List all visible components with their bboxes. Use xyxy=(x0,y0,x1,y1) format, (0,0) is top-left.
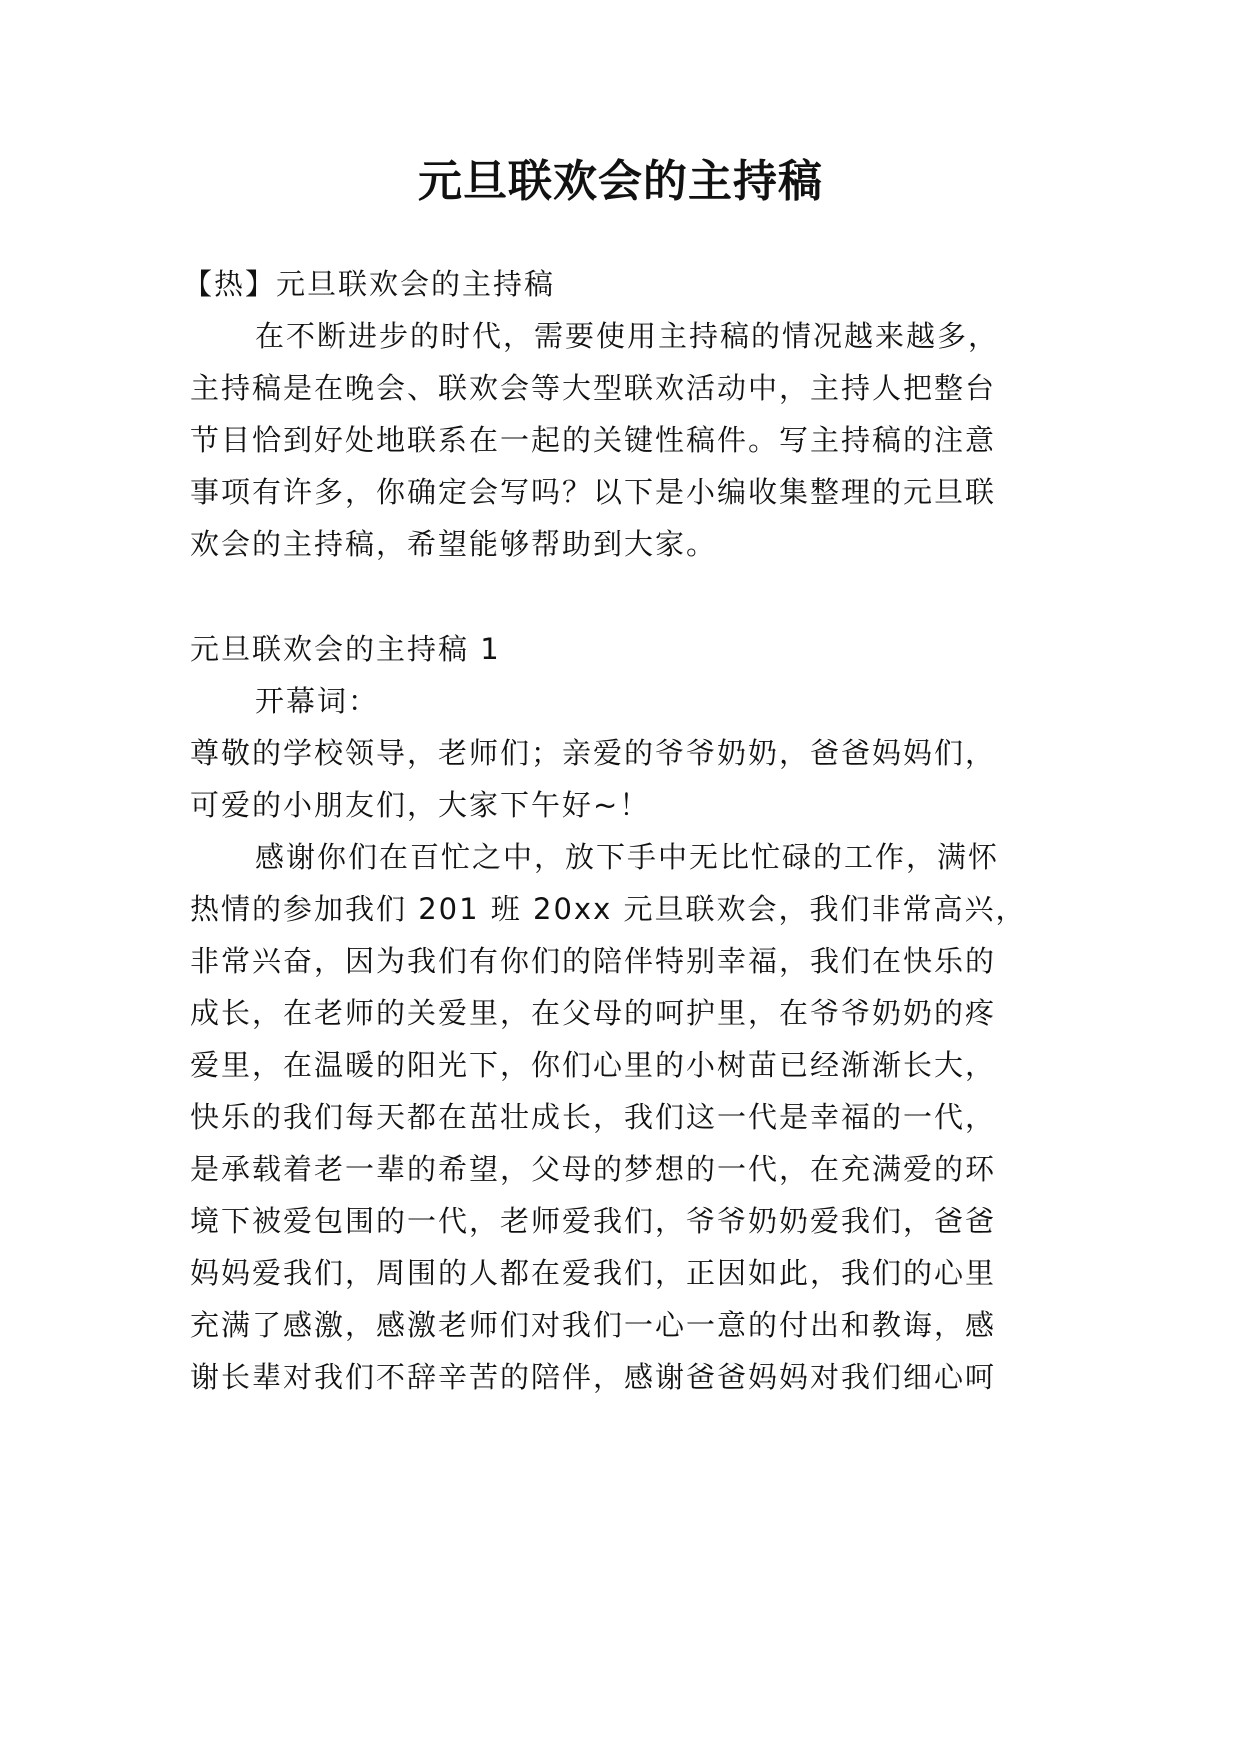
greeting-line-2: 可爱的小朋友们，大家下午好~！ xyxy=(190,788,651,822)
body-line-5: 爱里，在温暖的阳光下，你们心里的小树苗已经渐渐长大， xyxy=(190,1048,997,1082)
body-line-11: 谢长辈对我们不辞辛苦的陪伴，感谢爸爸妈妈对我们细心呵 xyxy=(190,1360,997,1394)
opening-label: 开幕词： xyxy=(255,684,380,718)
body-line-1: 感谢你们在百忙之中，放下手中无比忙碌的工作，满怀 xyxy=(255,840,1000,874)
body-line-2: 热情的参加我们 201 班 20xx 元旦联欢会，我们非常高兴， xyxy=(190,892,1027,926)
document-title: 元旦联欢会的主持稿 xyxy=(418,156,823,207)
body-line-10: 充满了感激，感激老师们对我们一心一意的付出和教诲，感 xyxy=(190,1308,997,1342)
body-line-3: 非常兴奋，因为我们有你们的陪伴特别幸福，我们在快乐的 xyxy=(190,944,997,978)
intro-line-5: 欢会的主持稿，希望能够帮助到大家。 xyxy=(190,527,718,561)
intro-line-4: 事项有许多，你确定会写吗？以下是小编收集整理的元旦联 xyxy=(190,475,997,509)
section-heading: 元旦联欢会的主持稿 1 xyxy=(190,632,501,666)
intro-line-3: 节目恰到好处地联系在一起的关键性稿件。写主持稿的注意 xyxy=(190,423,997,457)
body-line-7: 是承载着老一辈的希望，父母的梦想的一代，在充满爱的环 xyxy=(190,1152,997,1186)
intro-line-1: 在不断进步的时代，需要使用主持稿的情况越来越多， xyxy=(255,319,1000,353)
intro-line-2: 主持稿是在晚会、联欢会等大型联欢活动中，主持人把整台 xyxy=(190,371,997,405)
body-line-4: 成长，在老师的关爱里，在父母的呵护里，在爷爷奶奶的疼 xyxy=(190,996,997,1030)
body-line-9: 妈妈爱我们，周围的人都在爱我们，正因如此，我们的心里 xyxy=(190,1256,997,1290)
greeting-line-1: 尊敬的学校领导，老师们；亲爱的爷爷奶奶，爸爸妈妈们， xyxy=(190,736,997,770)
subtitle: 【热】元旦联欢会的主持稿 xyxy=(183,267,556,301)
body-line-6: 快乐的我们每天都在茁壮成长，我们这一代是幸福的一代， xyxy=(190,1100,997,1134)
body-line-8: 境下被爱包围的一代，老师爱我们，爷爷奶奶爱我们，爸爸 xyxy=(190,1204,997,1238)
